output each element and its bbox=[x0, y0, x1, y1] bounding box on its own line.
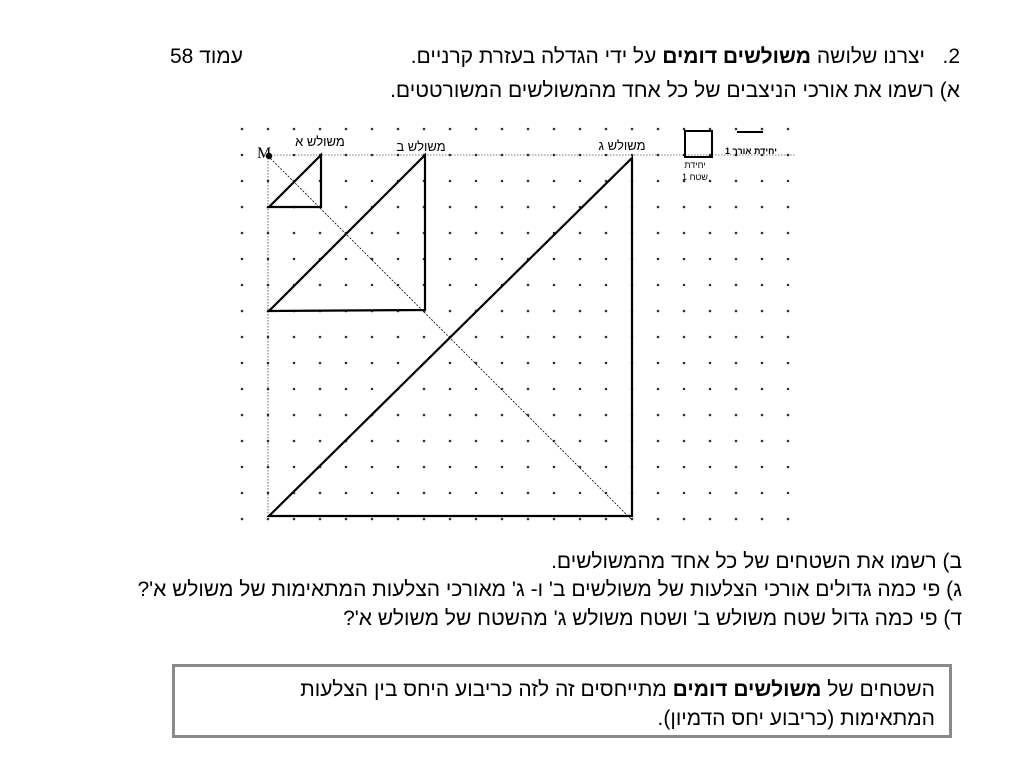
grid-dot bbox=[501, 206, 504, 209]
grid-dot bbox=[371, 362, 374, 365]
grid-dot bbox=[241, 310, 244, 313]
grid-dot bbox=[475, 440, 478, 443]
grid-dot bbox=[527, 492, 530, 495]
grid-dot bbox=[397, 336, 400, 339]
grid-dot bbox=[527, 128, 530, 131]
grid-dot bbox=[293, 518, 296, 521]
grid-dot bbox=[553, 518, 556, 521]
triangle-c-label: משולש ג bbox=[598, 138, 646, 153]
grid-dot bbox=[475, 518, 478, 521]
grid-dot bbox=[787, 336, 790, 339]
grid-dot bbox=[241, 258, 244, 261]
grid-dot bbox=[605, 518, 608, 521]
grid-dot bbox=[657, 128, 660, 131]
grid-dot bbox=[657, 206, 660, 209]
grid-dot bbox=[501, 466, 504, 469]
grid-dot bbox=[787, 258, 790, 261]
similarity-note-box bbox=[172, 664, 952, 738]
grid-dot bbox=[683, 336, 686, 339]
grid-dot bbox=[735, 128, 738, 131]
grid-dot bbox=[735, 336, 738, 339]
grid-dot bbox=[371, 466, 374, 469]
grid-dot bbox=[501, 258, 504, 261]
grid-dot bbox=[267, 518, 270, 521]
grid-dot bbox=[527, 440, 530, 443]
grid-dot bbox=[475, 388, 478, 391]
grid-dot bbox=[449, 362, 452, 365]
grid-dot bbox=[709, 232, 712, 235]
grid-dot bbox=[475, 128, 478, 131]
grid-dot bbox=[501, 518, 504, 521]
grid-dot bbox=[579, 362, 582, 365]
grid-dot bbox=[553, 206, 556, 209]
grid-dot bbox=[683, 388, 686, 391]
grid-dot bbox=[293, 128, 296, 131]
grid-dot bbox=[241, 180, 244, 183]
grid-dot bbox=[371, 180, 374, 183]
grid-dot bbox=[345, 284, 348, 287]
grid-dot bbox=[735, 232, 738, 235]
grid-dot bbox=[735, 388, 738, 391]
grid-dot bbox=[735, 466, 738, 469]
note-text bbox=[300, 675, 935, 733]
grid-dot bbox=[735, 258, 738, 261]
grid-dot bbox=[449, 258, 452, 261]
grid-dot bbox=[735, 310, 738, 313]
grid-dot bbox=[241, 336, 244, 339]
grid-dot bbox=[787, 492, 790, 495]
grid-dot bbox=[657, 362, 660, 365]
grid-dot bbox=[683, 362, 686, 365]
triangle-b bbox=[269, 155, 425, 311]
grid-dot bbox=[241, 128, 244, 131]
grid-dot bbox=[709, 362, 712, 365]
grid-dot bbox=[293, 466, 296, 469]
grid-dot bbox=[761, 284, 764, 287]
grid-dot bbox=[241, 518, 244, 521]
grid-dot bbox=[345, 258, 348, 261]
grid-dot bbox=[449, 388, 452, 391]
grid-dot bbox=[527, 388, 530, 391]
triangle-a bbox=[269, 155, 321, 207]
grid-dot bbox=[475, 258, 478, 261]
grid-dot bbox=[475, 284, 478, 287]
grid-dot bbox=[709, 414, 712, 417]
grid-dot bbox=[709, 284, 712, 287]
grid-dot bbox=[397, 206, 400, 209]
grid-dot bbox=[527, 180, 530, 183]
grid-dot bbox=[657, 440, 660, 443]
note-line1-after: מתייחסים זה לזה כריבוע היחס בין הצלעות bbox=[300, 678, 667, 701]
note-line1-before: השטחים של bbox=[827, 678, 935, 701]
grid-dot bbox=[449, 518, 452, 521]
grid-dot bbox=[293, 362, 296, 365]
grid-dot bbox=[761, 518, 764, 521]
grid-dot bbox=[579, 232, 582, 235]
grid-dot bbox=[553, 492, 556, 495]
grid-dot bbox=[787, 518, 790, 521]
grid-dot bbox=[709, 492, 712, 495]
length-unit-label: יחידת אורך 1 bbox=[725, 146, 777, 156]
grid-dot bbox=[761, 388, 764, 391]
grid-dot bbox=[345, 336, 348, 339]
grid-dot bbox=[371, 232, 374, 235]
grid-dot bbox=[683, 518, 686, 521]
grid-dot bbox=[787, 466, 790, 469]
grid-dot bbox=[527, 206, 530, 209]
question-2-text-after: על ידי הגדלה בעזרת קרניים. bbox=[410, 45, 657, 68]
grid-dot bbox=[579, 388, 582, 391]
grid-dot bbox=[657, 466, 660, 469]
grid-dot bbox=[449, 180, 452, 183]
grid-dot bbox=[553, 258, 556, 261]
grid-dot bbox=[319, 414, 322, 417]
grid-dot bbox=[657, 232, 660, 235]
grid-dot bbox=[553, 388, 556, 391]
grid-dot bbox=[683, 310, 686, 313]
grid-dot bbox=[319, 232, 322, 235]
grid-dot bbox=[241, 362, 244, 365]
grid-dot bbox=[475, 232, 478, 235]
grid-dot bbox=[319, 284, 322, 287]
grid-dot bbox=[319, 518, 322, 521]
grid-dot bbox=[579, 492, 582, 495]
grid-dot bbox=[345, 466, 348, 469]
grid-dot bbox=[683, 284, 686, 287]
grid-dot bbox=[683, 128, 686, 131]
triangle-a-label: משולש א bbox=[295, 134, 345, 149]
grid-dot bbox=[345, 362, 348, 365]
grid-dot bbox=[241, 492, 244, 495]
grid-dot bbox=[709, 180, 712, 183]
question-b: ב) רשמו את השטחים של כל אחד מהמשולשים. bbox=[551, 550, 962, 573]
grid-dot bbox=[683, 466, 686, 469]
question-2-text-before: יצרנו שלושה bbox=[816, 45, 925, 68]
page-number: עמוד 58 bbox=[170, 45, 243, 68]
grid-dot bbox=[475, 414, 478, 417]
question-c: ג) פי כמה גדולים אורכי הצלעות של משולשים ב' ו- ג' מאורכי הצלעות המתאימות של משולש א'? bbox=[137, 578, 962, 601]
grid-dot bbox=[709, 440, 712, 443]
grid-dot bbox=[761, 492, 764, 495]
question-2-number: 2. bbox=[942, 45, 960, 68]
grid-dot bbox=[345, 518, 348, 521]
grid-dot bbox=[787, 414, 790, 417]
grid-dot bbox=[605, 258, 608, 261]
grid-dot bbox=[709, 310, 712, 313]
grid-dot bbox=[553, 414, 556, 417]
grid-dot bbox=[501, 310, 504, 313]
grid-dot bbox=[787, 206, 790, 209]
grid-dot bbox=[709, 258, 712, 261]
grid-dot bbox=[527, 336, 530, 339]
grid-dot bbox=[449, 206, 452, 209]
grid-dot bbox=[241, 232, 244, 235]
grid-dot bbox=[475, 180, 478, 183]
grid-dot bbox=[579, 440, 582, 443]
grid-dot bbox=[787, 310, 790, 313]
grid-dot bbox=[397, 232, 400, 235]
grid-dot bbox=[423, 466, 426, 469]
grid-dot bbox=[397, 128, 400, 131]
grid-dot bbox=[683, 414, 686, 417]
grid-dot bbox=[683, 232, 686, 235]
grid-dot bbox=[657, 336, 660, 339]
question-d: ד) פי כמה גדול שטח משולש ב' ושטח משולש ג' מהשטח של משולש א'? bbox=[343, 607, 962, 630]
grid-dot bbox=[241, 466, 244, 469]
grid-dot bbox=[761, 232, 764, 235]
grid-dot bbox=[397, 414, 400, 417]
grid-dot bbox=[709, 336, 712, 339]
grid-dot bbox=[657, 310, 660, 313]
grid-dot bbox=[761, 362, 764, 365]
grid-dot bbox=[683, 258, 686, 261]
grid-dot bbox=[553, 128, 556, 131]
question-2-line bbox=[411, 44, 960, 70]
grid-dot bbox=[501, 128, 504, 131]
grid-dot bbox=[735, 206, 738, 209]
grid-dot bbox=[605, 206, 608, 209]
grid-dot bbox=[761, 206, 764, 209]
grid-dot bbox=[631, 128, 634, 131]
grid-dot bbox=[319, 362, 322, 365]
grid-dot bbox=[449, 310, 452, 313]
grid-dot bbox=[345, 492, 348, 495]
grid-dot bbox=[371, 492, 374, 495]
area-unit-square bbox=[685, 131, 712, 157]
grid-dot bbox=[319, 128, 322, 131]
grid-dot bbox=[449, 440, 452, 443]
grid-dot bbox=[449, 466, 452, 469]
grid-dot bbox=[501, 336, 504, 339]
grid-dot bbox=[579, 180, 582, 183]
point-m-label: M bbox=[257, 145, 272, 162]
grid-dot bbox=[605, 232, 608, 235]
grid-dot bbox=[605, 414, 608, 417]
grid-dot bbox=[579, 284, 582, 287]
grid-dot bbox=[605, 388, 608, 391]
grid-dot bbox=[735, 440, 738, 443]
grid-dot bbox=[501, 232, 504, 235]
grid-dot bbox=[501, 492, 504, 495]
grid-dot bbox=[761, 440, 764, 443]
grid-dot bbox=[787, 284, 790, 287]
grid-dot bbox=[605, 466, 608, 469]
grid-dot bbox=[579, 414, 582, 417]
grid-dot bbox=[397, 258, 400, 261]
grid-dot bbox=[735, 414, 738, 417]
grid-dot bbox=[267, 128, 270, 131]
grid-dot bbox=[761, 310, 764, 313]
area-unit-label-1: יחידת bbox=[684, 160, 706, 170]
triangle-b-label: משולש ב bbox=[396, 139, 446, 154]
question-2-text-bold: משולשים דומים bbox=[662, 45, 811, 68]
grid-dot bbox=[605, 336, 608, 339]
grid-dot bbox=[449, 284, 452, 287]
grid-dot bbox=[761, 128, 764, 131]
grid-dot bbox=[657, 492, 660, 495]
grid-dot bbox=[683, 492, 686, 495]
grid-dot bbox=[293, 336, 296, 339]
grid-dot bbox=[345, 388, 348, 391]
grid-dot bbox=[423, 518, 426, 521]
grid-dot bbox=[397, 518, 400, 521]
grid-dot bbox=[423, 440, 426, 443]
grid-dot bbox=[501, 440, 504, 443]
grid-dot bbox=[735, 362, 738, 365]
grid-dot bbox=[657, 388, 660, 391]
grid-dot bbox=[683, 206, 686, 209]
grid-dot bbox=[397, 492, 400, 495]
grid-dot bbox=[345, 206, 348, 209]
grid-dot bbox=[319, 388, 322, 391]
grid-dot bbox=[787, 388, 790, 391]
grid-dot bbox=[605, 284, 608, 287]
grid-dot bbox=[345, 128, 348, 131]
note-line2: המתאימות (כריבוע יחס הדמיון). bbox=[657, 707, 935, 730]
grid-dot bbox=[527, 362, 530, 365]
grid-dot bbox=[423, 414, 426, 417]
grid-dot bbox=[449, 128, 452, 131]
grid-dot bbox=[475, 206, 478, 209]
grid-dot bbox=[683, 440, 686, 443]
grid-dot bbox=[475, 336, 478, 339]
grid-dot bbox=[735, 180, 738, 183]
grid-dot bbox=[371, 336, 374, 339]
grid-dot bbox=[527, 518, 530, 521]
grid-dot bbox=[293, 258, 296, 261]
grid-dot bbox=[241, 154, 244, 157]
grid-dot bbox=[735, 518, 738, 521]
grid-dot bbox=[553, 284, 556, 287]
grid-dot bbox=[293, 232, 296, 235]
grid-dot bbox=[527, 466, 530, 469]
grid-dot bbox=[657, 518, 660, 521]
area-unit-label-2: שטח 1 bbox=[682, 172, 708, 182]
grid-dot bbox=[605, 440, 608, 443]
grid-dot bbox=[709, 466, 712, 469]
grid-dot bbox=[579, 336, 582, 339]
grid-dot bbox=[241, 284, 244, 287]
grid-dot bbox=[423, 336, 426, 339]
grid-dot bbox=[241, 414, 244, 417]
grid-dot bbox=[371, 284, 374, 287]
grid-dot bbox=[553, 466, 556, 469]
grid-dot bbox=[293, 388, 296, 391]
grid-dot bbox=[735, 492, 738, 495]
grid-dot bbox=[579, 128, 582, 131]
grid-dot bbox=[345, 180, 348, 183]
grid-dot bbox=[293, 414, 296, 417]
grid-dot bbox=[787, 180, 790, 183]
grid-dot bbox=[787, 362, 790, 365]
grid-dot bbox=[371, 518, 374, 521]
grid-dot bbox=[553, 336, 556, 339]
grid-dot bbox=[397, 466, 400, 469]
grid-dot bbox=[449, 414, 452, 417]
grid-dot bbox=[345, 414, 348, 417]
grid-dot bbox=[293, 440, 296, 443]
grid-dot bbox=[605, 128, 608, 131]
grid-dot bbox=[761, 336, 764, 339]
grid-dot bbox=[501, 362, 504, 365]
grid-dot bbox=[657, 414, 660, 417]
grid-dot bbox=[423, 492, 426, 495]
grid-dot bbox=[527, 232, 530, 235]
grid-dot bbox=[605, 310, 608, 313]
grid-dot bbox=[449, 492, 452, 495]
grid-dot bbox=[657, 284, 660, 287]
grid-dot bbox=[709, 128, 712, 131]
grid-dot bbox=[423, 388, 426, 391]
grid-dot bbox=[735, 284, 738, 287]
grid-dot bbox=[787, 232, 790, 235]
grid-dot bbox=[371, 440, 374, 443]
grid-dot bbox=[553, 180, 556, 183]
grid-dot bbox=[475, 466, 478, 469]
grid-dot bbox=[397, 440, 400, 443]
grid-dot bbox=[709, 388, 712, 391]
grid-dot bbox=[449, 232, 452, 235]
grid-dot bbox=[371, 388, 374, 391]
grid-dot bbox=[605, 362, 608, 365]
note-line1-bold: משולשים דומים bbox=[672, 678, 822, 701]
grid-dot bbox=[319, 440, 322, 443]
grid-dot bbox=[761, 414, 764, 417]
grid-dot bbox=[579, 310, 582, 313]
grid-dot bbox=[527, 310, 530, 313]
grid-dot bbox=[319, 492, 322, 495]
grid-dot bbox=[709, 206, 712, 209]
grid-dot bbox=[761, 258, 764, 261]
similar-triangles-figure bbox=[235, 120, 805, 530]
grid-dot bbox=[579, 518, 582, 521]
grid-dot bbox=[787, 128, 790, 131]
grid-dot bbox=[241, 440, 244, 443]
grid-dot bbox=[787, 440, 790, 443]
grid-dot bbox=[475, 492, 478, 495]
grid-dot bbox=[579, 258, 582, 261]
grid-dot bbox=[657, 258, 660, 261]
grid-dot bbox=[241, 388, 244, 391]
grid-dot bbox=[501, 180, 504, 183]
grid-dot bbox=[371, 128, 374, 131]
grid-dot bbox=[397, 362, 400, 365]
grid-dot bbox=[553, 362, 556, 365]
grid-dot bbox=[241, 206, 244, 209]
grid-dot bbox=[501, 414, 504, 417]
grid-dot bbox=[709, 518, 712, 521]
grid-dot bbox=[761, 466, 764, 469]
grid-dot bbox=[527, 284, 530, 287]
grid-dot bbox=[761, 180, 764, 183]
grid-dot bbox=[319, 336, 322, 339]
grid-dot bbox=[657, 180, 660, 183]
grid-dot bbox=[423, 128, 426, 131]
question-a: א) רשמו את אורכי הניצבים של כל אחד מהמשולשים המשורטטים. bbox=[390, 79, 960, 102]
grid-dot bbox=[553, 310, 556, 313]
